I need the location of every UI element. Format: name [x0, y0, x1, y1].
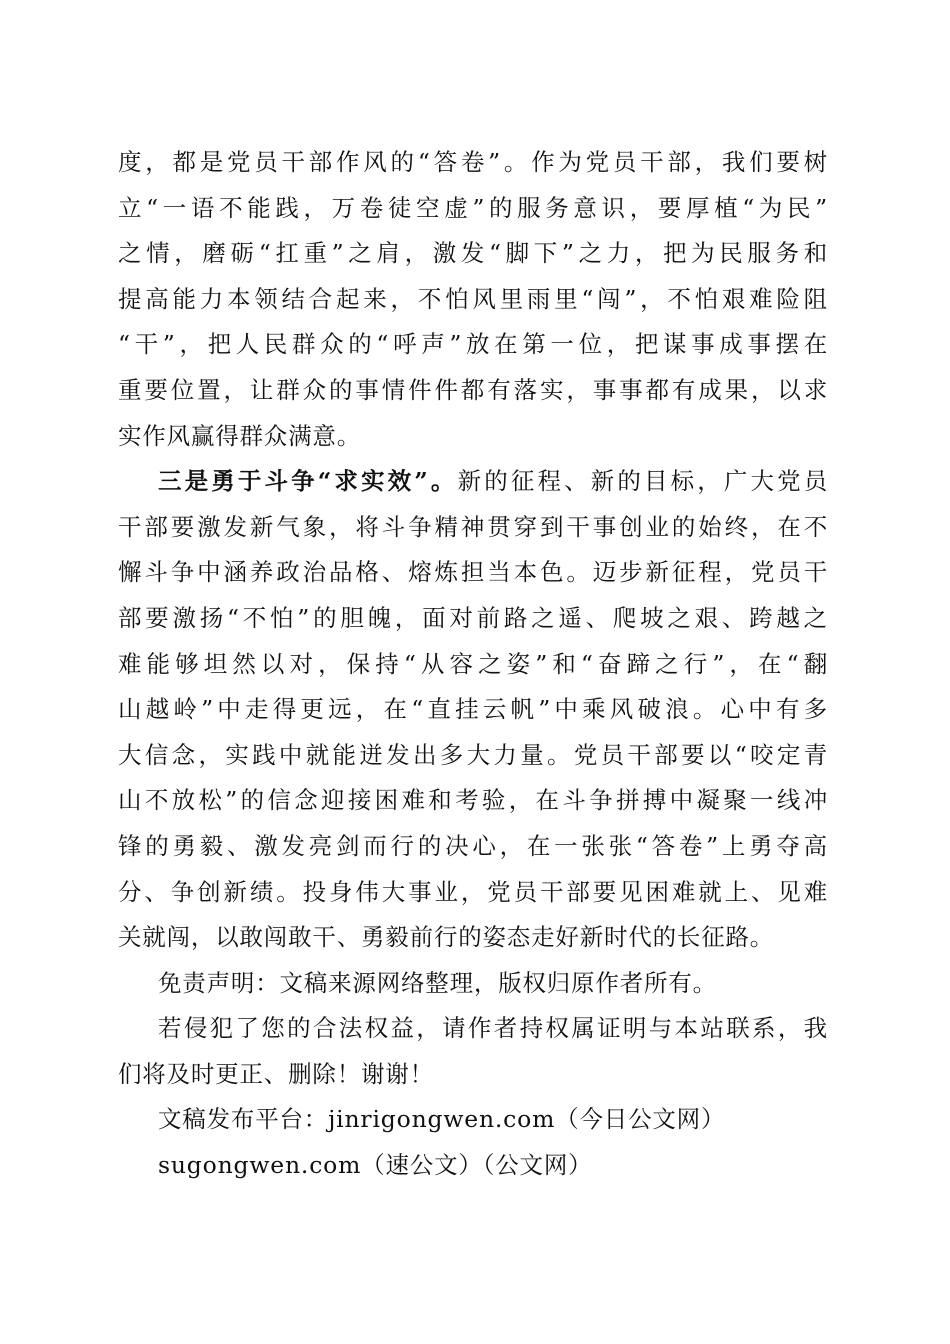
text-line: 度，都是党员干部作风的“答卷”。作为党员干部，我们要树 [118, 148, 828, 176]
text-run: 新的征程、新的目标，广大党员 [457, 467, 829, 496]
text-line: 山不放松”的信念迎接困难和考验，在斗争拼搏中凝聚一线冲 [118, 786, 828, 815]
platform-line: 文稿发布平台：jinrigongwen.com（今日公文网） [158, 1105, 726, 1134]
paragraph-first-line [118, 459, 828, 505]
document-body [118, 140, 828, 1189]
text-line: “干”，把人民群众的“呼声”放在第一位，把谋事成事摆在 [118, 330, 828, 359]
text-line: 懈斗争中涵养政治品格、熔炼担当本色。迈步新征程，党员干 [118, 558, 828, 587]
infringement-notice [118, 1006, 828, 1097]
text-line: 难能够坦然以对，保持“从容之姿”和“奋蹄之行”，在“翻 [118, 649, 828, 678]
disclaimer-line: 免责声明：文稿来源网络整理，版权归原作者所有。 [158, 968, 717, 997]
text-line: 提高能力本领结合起来，不怕风里雨里“闯”，不怕艰难险阻 [118, 284, 828, 313]
text-line: 锋的勇毅、激发亮剑而行的决心，在一张张“答卷”上勇夺高 [118, 831, 828, 860]
text-line: 立“一语不能践，万卷徒空虚”的服务意识，要厚植“为民” [118, 193, 828, 222]
paragraph-conduct [118, 140, 828, 459]
text-line: 若侵犯了您的合法权益，请作者持权属证明与本站联系，我 [158, 1014, 828, 1043]
paragraph-struggle [118, 459, 828, 961]
text-line: 分、争创新绩。投身伟大事业，党员干部要见困难就上、见难 [118, 877, 828, 906]
text-line: 们将及时更正、删除！谢谢！ [118, 1059, 434, 1088]
section-heading: 三是勇于斗争“求实效”。 [158, 467, 458, 496]
text-line: 重要位置，让群众的事情件件都有落实，事事都有成果，以求 [118, 375, 828, 404]
text-line: 之情，磨砺“扛重”之肩，激发“脚下”之力，把为民服务和 [118, 239, 828, 268]
text-line: 实作风赢得群众满意。 [118, 421, 361, 450]
platform-line-2: sugongwen.com（速公文）（公文网） [158, 1151, 593, 1180]
text-line: 关就闯，以敢闯敢干、勇毅前行的姿态走好新时代的长征路。 [118, 923, 775, 952]
text-line: 部要激扬“不怕”的胆魄，面对前路之遥、爬坡之艰、跨越之 [118, 603, 828, 632]
text-line: 干部要激发新气象，将斗争精神贯穿到干事创业的始终，在不 [118, 512, 828, 541]
text-line: 山越岭”中走得更远，在“直挂云帆”中乘风破浪。心中有多 [118, 695, 828, 724]
text-line: 大信念，实践中就能迸发出多大力量。党员干部要以“咬定青 [118, 740, 828, 769]
